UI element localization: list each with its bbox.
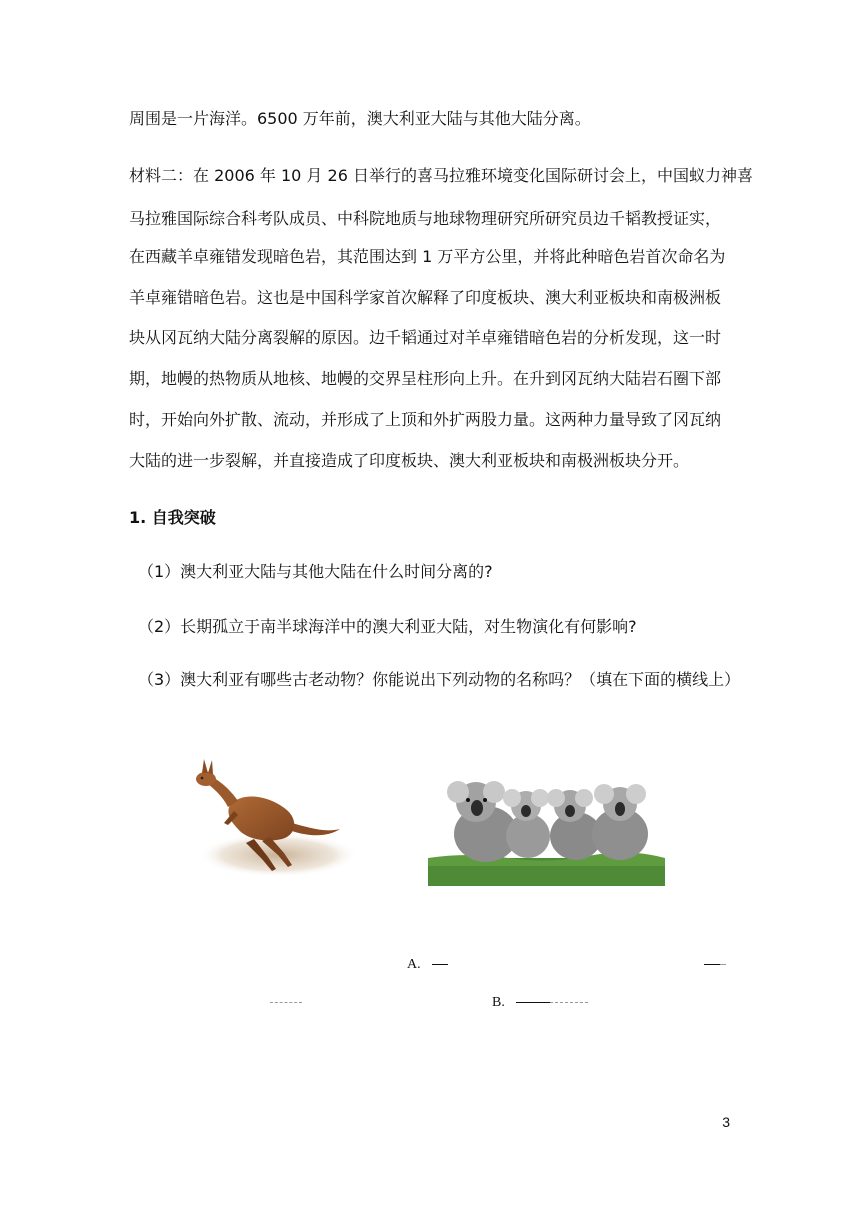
paragraph-2-line-8: 大陆的进一步裂解，并直接造成了印度板块、澳大利亚板块和南极洲板块分开。 — [129, 451, 690, 470]
blank-b-line[interactable] — [516, 1002, 550, 1003]
question-3: （3）澳大利亚有哪些古老动物？你能说出下列动物的名称吗？（填在下面的横线上） — [138, 670, 741, 689]
blank-a-continuation — [270, 995, 302, 1011]
kangaroo-image — [142, 745, 378, 885]
paragraph-1-line: 周围是一片海洋。6500 万年前，澳大利亚大陆与其他大陆分离。 — [129, 109, 591, 128]
question-1: （1）澳大利亚大陆与其他大陆在什么时间分离的? — [138, 562, 493, 581]
paragraph-2-line-3: 在西藏羊卓雍错发现暗色岩，其范围达到 1 万平方公里，并将此种暗色岩首次命名为 — [129, 247, 726, 266]
page-number: 3 — [722, 1114, 730, 1130]
paragraph-2-line-6: 期，地幔的热物质从地核、地幔的交界呈柱形向上升。在升到冈瓦纳大陆岩石圈下部 — [129, 369, 722, 388]
blank-b-dash — [550, 1002, 588, 1003]
blank-a-end — [704, 957, 726, 973]
paragraph-2-line-7: 时，开始向外扩散、流动，并形成了上顶和外扩两股力量。这两种力量导致了冈瓦纳 — [129, 410, 722, 429]
blank-b — [492, 995, 588, 1011]
section-heading: 1. 自我突破 — [129, 508, 216, 527]
blank-a-label: A. — [407, 957, 421, 972]
blank-b-label: B. — [492, 995, 505, 1010]
paragraph-2-line-4: 羊卓雍错暗色岩。这也是中国科学家首次解释了印度板块、澳大利亚板块和南极洲板 — [129, 288, 722, 307]
blank-a-end-line — [704, 964, 720, 965]
blank-a-line[interactable] — [432, 964, 448, 965]
paragraph-2-line-1: 材料二：在 2006 年 10 月 26 日举行的喜马拉雅环境变化国际研讨会上，中国蚁力神喜 — [129, 166, 753, 185]
paragraph-2-line-5: 块从冈瓦纳大陆分离裂解的原因。边千韬通过对羊卓雍错暗色岩的分析发现，这一时 — [129, 328, 722, 347]
blank-a — [407, 957, 448, 973]
blank-a-end-dash — [720, 964, 726, 965]
question-2: （2）长期孤立于南半球海洋中的澳大利亚大陆，对生物演化有何影响? — [138, 617, 637, 636]
koalas-image — [428, 776, 665, 886]
blank-a-continuation-dash — [270, 1002, 302, 1003]
paragraph-2-line-2: 马拉雅国际综合科考队成员、中科院地质与地球物理研究所研究员边千韬教授证实， — [129, 209, 722, 228]
